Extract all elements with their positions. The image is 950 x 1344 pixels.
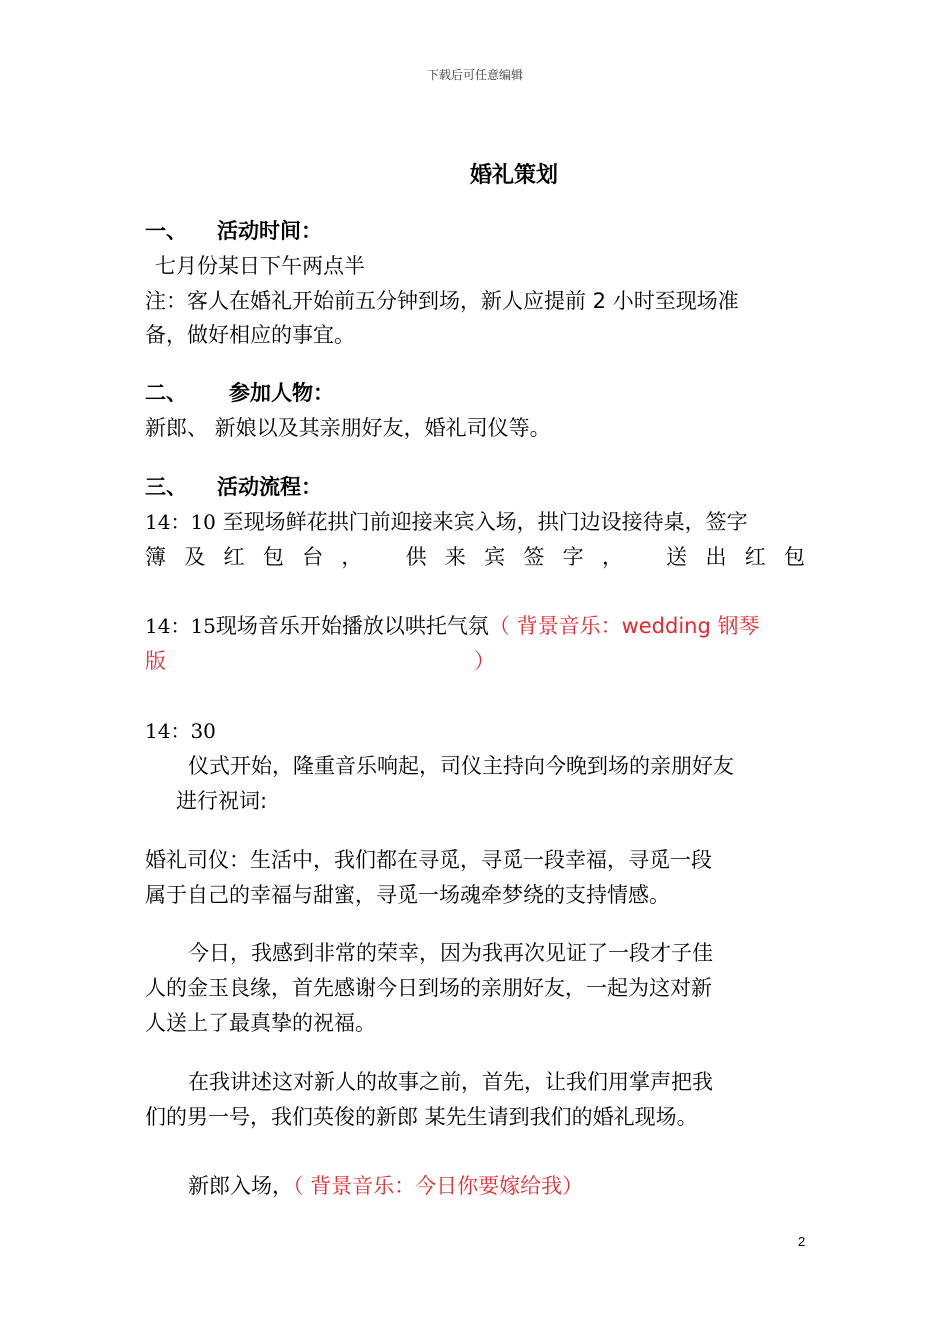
paragraph2-line1: 在我讲述这对新人的故事之前，首先，让我们用掌声把我: [188, 1070, 713, 1094]
flow-item2-line2: [145, 646, 495, 676]
section1-heading-text: 活动时间：: [217, 219, 322, 243]
flow-item2-music-end: 版: [145, 649, 166, 673]
paragraph1-line2: 人的金玉良缘，首先感谢今日到场的亲朋好友，一起为这对新: [145, 976, 712, 1000]
paragraph2-line2: 们的男一号，我们英俊的新郎 某先生请到我们的婚礼现场。: [145, 1105, 698, 1129]
flow-item2-music: （ 背景音乐：wedding 钢琴: [488, 614, 760, 638]
section1-time: 七月份某日下午两点半: [155, 254, 365, 278]
paragraph1-line1: 今日，我感到非常的荣幸，因为我再次见证了一段才子佳: [188, 941, 713, 965]
paragraph1-line3: 人送上了最真挚的祝福。: [145, 1011, 376, 1035]
page-number: 2: [798, 1234, 806, 1249]
host-speech-line1: 婚礼司仪：生活中，我们都在寻觅，寻觅一段幸福，寻觅一段: [145, 848, 712, 872]
flow-item3-line1: 仪式开始，隆重音乐响起，司仪主持向今晚到场的亲朋好友: [188, 754, 734, 778]
flow-item1-line1: [145, 507, 748, 537]
flow-item2-text: 现场音乐开始播放以哄托气氛: [215, 614, 489, 638]
flow-item2-line1: [145, 611, 760, 641]
groom-entrance-music: （ 背景音乐：今日你要嫁给我）: [293, 1174, 584, 1198]
flow-item2-time: 14：15: [145, 614, 216, 638]
host-speech-line2: 属于自己的幸福与甜蜜，寻觅一场魂牵梦绕的支持情感。: [145, 883, 670, 907]
groom-entrance-line: [188, 1171, 583, 1201]
section3-heading-number: 三、: [145, 475, 187, 499]
groom-entrance-text: 新郎入场，: [188, 1174, 293, 1198]
section2-heading: [145, 378, 334, 408]
flow-item1-time: 14：10: [145, 510, 216, 534]
flow-item2-music-close: ）: [474, 649, 495, 673]
section2-people: 新郎、 新娘以及其亲朋好友，婚礼司仪等。: [145, 416, 551, 440]
section1-heading-number: 一、: [145, 219, 187, 243]
flow-item1-line2: 簿及红包台， 供来宾签字， 送出红包: [145, 545, 805, 569]
section1-note-line2: 备，做好相应的事宜。: [145, 323, 355, 347]
section3-heading: [145, 472, 322, 502]
flow-item1-text: 至现场鲜花拱门前迎接来宾入场，拱门边设接待桌，签字: [222, 510, 748, 534]
flow-item3-time: 14：30: [145, 719, 216, 743]
section1-note-line1: 注：客人在婚礼开始前五分钟到场，新人应提前 2 小时至现场准: [145, 289, 739, 313]
flow-item3-line2: 进行祝词:: [176, 789, 268, 813]
section2-heading-text: 参加人物：: [229, 381, 334, 405]
document-title: 婚礼策划: [469, 163, 558, 188]
section2-heading-number: 二、: [145, 381, 187, 405]
section1-heading: [145, 216, 322, 246]
section3-heading-text: 活动流程：: [217, 475, 322, 499]
header-note: 下载后可任意编辑: [426, 68, 523, 82]
